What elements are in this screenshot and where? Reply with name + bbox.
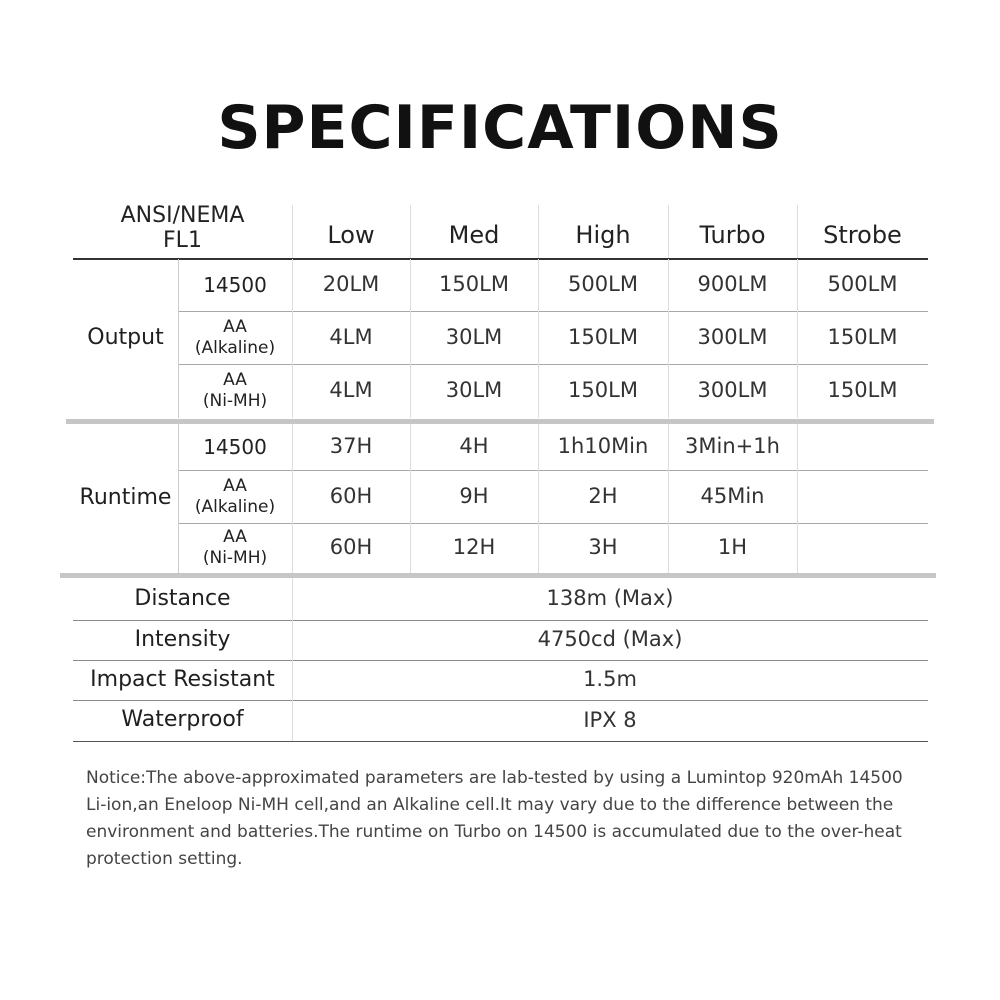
output-value: 150LM	[568, 324, 638, 349]
output-value: 30LM	[445, 324, 503, 349]
spec-value: 1.5m	[583, 667, 637, 692]
spec-label: Waterproof	[121, 707, 244, 733]
column-divider	[410, 424, 411, 573]
battery-chemistry: (Alkaline)	[194, 337, 276, 358]
output-value: 4LM	[329, 324, 373, 349]
output-value: 300LM	[697, 378, 768, 403]
battery-type	[178, 523, 292, 573]
battery-name: 14500	[203, 434, 267, 459]
runtime-value: 1H	[717, 535, 748, 560]
mode-header-turbo: Turbo	[699, 221, 766, 250]
column-divider	[538, 205, 539, 258]
spec-label: Intensity	[134, 626, 231, 652]
output-value: 500LM	[827, 272, 898, 297]
output-value: 20LM	[322, 272, 380, 297]
column-divider	[538, 259, 539, 418]
battery-type	[178, 311, 292, 364]
battery-name: AA	[223, 370, 247, 390]
output-value: 150LM	[439, 272, 509, 297]
output-value: 4LM	[329, 378, 373, 403]
battery-type	[178, 364, 292, 418]
output-value: 150LM	[827, 378, 898, 403]
notice-line: Li-ion,an Eneloop Ni-MH cell,and an Alkaline cell.It may vary due to the difference between the	[86, 795, 894, 815]
column-divider	[292, 424, 293, 573]
runtime-value: 12H	[452, 535, 496, 560]
page-title: SPECIFICATIONS	[217, 93, 783, 163]
runtime-value: 4H	[459, 434, 489, 459]
spec-value: 138m (Max)	[546, 586, 674, 611]
output-value: 150LM	[568, 378, 638, 403]
column-divider	[797, 205, 798, 258]
output-value: 500LM	[568, 272, 638, 297]
column-divider	[410, 259, 411, 418]
notice-line: protection setting.	[86, 849, 243, 869]
column-divider	[178, 424, 179, 573]
battery-type	[178, 259, 292, 311]
runtime-value: 60H	[329, 483, 373, 508]
runtime-value	[797, 523, 928, 573]
column-divider	[292, 578, 293, 620]
battery-chemistry: (Ni-MH)	[202, 548, 268, 568]
output-value: 150LM	[827, 324, 898, 349]
runtime-value: 9H	[459, 483, 489, 508]
column-divider	[668, 424, 669, 573]
runtime-value	[797, 470, 928, 523]
standard-name: ANSI/NEMA	[120, 202, 245, 228]
battery-name: AA	[223, 475, 247, 496]
column-divider	[178, 259, 179, 418]
column-divider	[292, 620, 293, 660]
column-divider	[292, 660, 293, 700]
standard-header	[90, 202, 275, 258]
runtime-value	[797, 424, 928, 470]
column-divider	[538, 424, 539, 573]
battery-type	[178, 424, 292, 470]
runtime-value: 3H	[588, 535, 618, 560]
column-divider	[668, 259, 669, 418]
battery-chemistry: (Alkaline)	[194, 496, 276, 517]
output-value: 300LM	[697, 324, 768, 349]
column-divider	[797, 259, 798, 418]
runtime-value: 1h10Min	[557, 434, 649, 459]
column-divider	[410, 205, 411, 258]
spec-label: Distance	[134, 585, 231, 611]
column-divider	[292, 259, 293, 418]
column-divider	[292, 700, 293, 741]
battery-name: AA	[223, 527, 247, 547]
mode-header-high: High	[575, 221, 631, 250]
notice-text	[86, 765, 946, 873]
output-value: 900LM	[697, 272, 768, 297]
column-divider	[668, 205, 669, 258]
battery-chemistry: (Ni-MH)	[202, 391, 268, 411]
output-label: Output	[87, 325, 164, 351]
runtime-value: 37H	[329, 434, 373, 459]
runtime-value: 3Min+1h	[685, 434, 780, 459]
battery-name: AA	[223, 316, 247, 337]
mode-header-low: Low	[327, 221, 375, 250]
spec-value: 4750cd (Max)	[537, 627, 683, 652]
output-value: 30LM	[445, 378, 503, 403]
spec-value: IPX 8	[583, 707, 637, 732]
mode-header-strobe: Strobe	[823, 221, 902, 250]
runtime-value: 60H	[329, 535, 373, 560]
notice-line: environment and batteries.The runtime on Turbo on 14500 is accumulated due to the over-heat	[86, 822, 902, 842]
mode-header-med: Med	[448, 221, 500, 250]
row-divider	[73, 741, 928, 742]
notice-line: Notice:The above-approximated parameters are lab-tested by using a Lumintop 920mAh 14500	[86, 768, 903, 788]
column-divider	[797, 424, 798, 573]
runtime-value: 2H	[588, 483, 618, 508]
battery-type	[178, 470, 292, 523]
battery-name: 14500	[203, 272, 267, 297]
column-divider	[292, 205, 293, 258]
runtime-value: 45Min	[700, 483, 765, 508]
runtime-label: Runtime	[79, 485, 172, 511]
standard-code: FL1	[163, 227, 202, 253]
spec-label: Impact Resistant	[90, 666, 275, 692]
